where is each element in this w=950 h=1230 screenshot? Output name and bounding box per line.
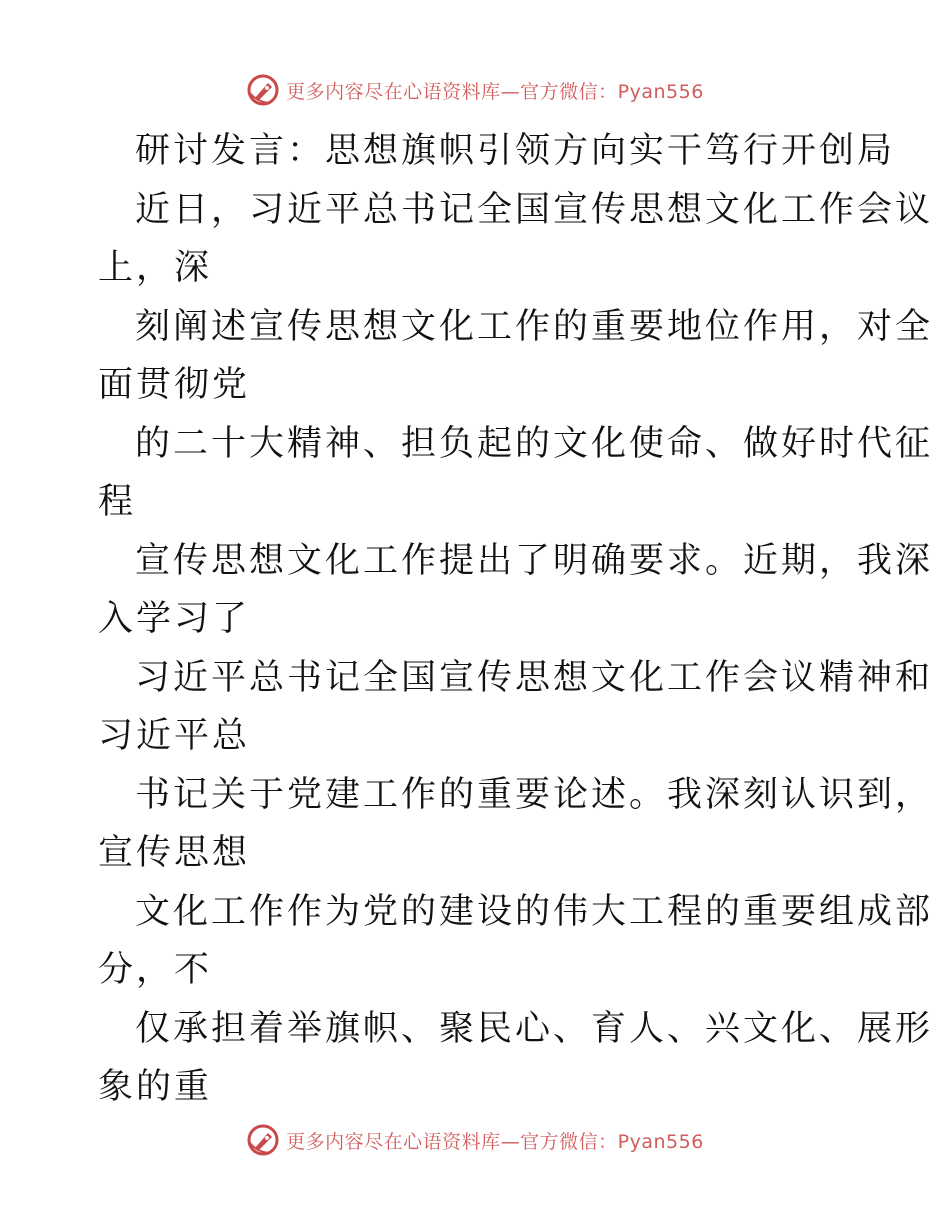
- text-line: 刻阐述宣传思想文化工作的重要地位作用，对全: [135, 306, 934, 347]
- text-line: 分，不: [98, 950, 213, 990]
- pen-nib-logo-icon: [246, 1123, 280, 1157]
- watermark-text: 更多内容尽在心语资料库—官方微信：Pyan556: [286, 80, 704, 103]
- document-title: 研讨发言：思想旗帜引领方向实干笃行开创局: [135, 131, 896, 171]
- pen-nib-logo-icon: [246, 73, 280, 107]
- text-line: 面贯彻党: [98, 365, 251, 405]
- text-line: 书记关于党建工作的重要论述。我深刻认识到，: [135, 774, 934, 815]
- watermark-text: 更多内容尽在心语资料库—官方微信：Pyan556: [286, 1130, 704, 1153]
- text-line: 的二十大精神、担负起的文化使命、做好时代征: [135, 423, 934, 464]
- text-line: 程: [98, 482, 137, 522]
- text-line: 习近平总书记全国宣传思想文化工作会议精神和: [135, 657, 934, 698]
- document-body: [98, 122, 934, 1117]
- text-line: 习近平总: [98, 716, 251, 756]
- text-line: 象的重: [98, 1067, 213, 1107]
- text-line: 文化工作作为党的建设的伟大工程的重要组成部: [135, 891, 934, 932]
- text-line: 仅承担着举旗帜、聚民心、育人、兴文化、展形: [135, 1008, 934, 1049]
- text-line: 宣传思想: [98, 833, 251, 873]
- header-watermark: [0, 70, 950, 110]
- text-line: 宣传思想文化工作提出了明确要求。近期，我深: [135, 540, 934, 581]
- text-line: 近日，习近平总书记全国宣传思想文化工作会议: [135, 189, 934, 230]
- footer-watermark: [0, 1120, 950, 1160]
- text-line: 入学习了: [98, 599, 251, 639]
- text-line: 上，深: [98, 248, 213, 288]
